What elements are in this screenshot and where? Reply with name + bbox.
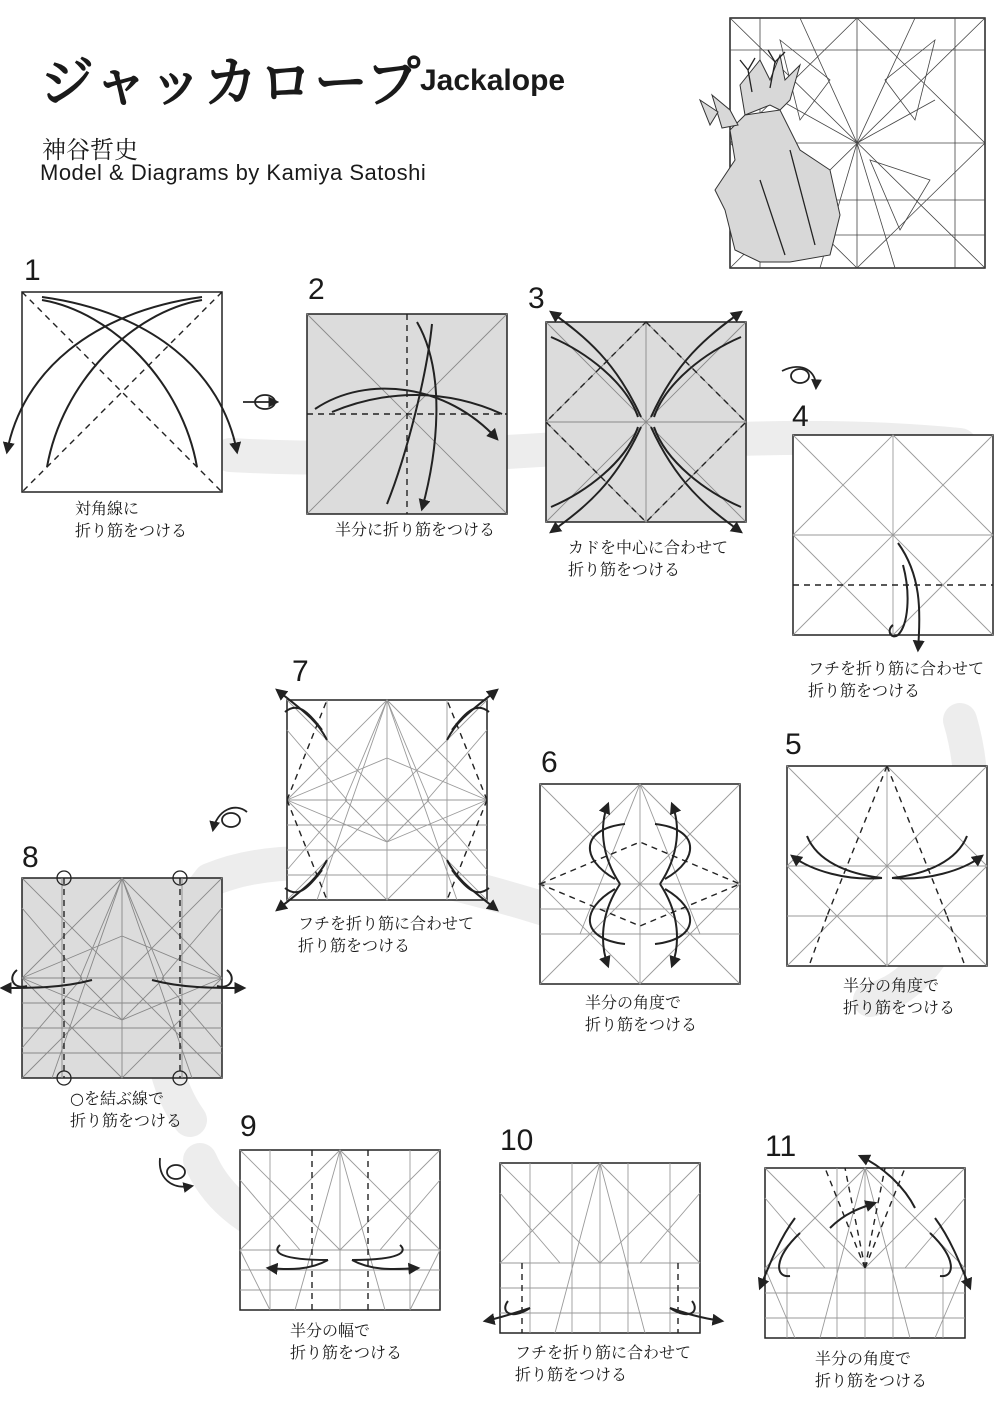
title-english: Jackalope bbox=[420, 64, 566, 97]
step-5-diagram bbox=[787, 766, 987, 966]
jackalope-crease-pattern-image bbox=[700, 18, 985, 268]
step-caption: 半分の角度で 折り筋をつける bbox=[843, 976, 956, 1017]
step-caption: 半分の角度で 折り筋をつける bbox=[585, 993, 698, 1034]
step-caption: 半分の角度で 折り筋をつける bbox=[815, 1349, 928, 1390]
turn-over-icon bbox=[243, 395, 277, 409]
step-number: 10 bbox=[500, 1124, 534, 1157]
step-number: 3 bbox=[528, 282, 545, 315]
step-caption: フチを折り筋に合わせて 折り筋をつける bbox=[515, 1343, 692, 1384]
turn-over-icon bbox=[782, 367, 816, 388]
step-caption: カドを中心に合わせて 折り筋をつける bbox=[568, 538, 729, 579]
step-3-diagram bbox=[546, 312, 746, 532]
step-8-diagram bbox=[2, 871, 244, 1085]
step-2-diagram bbox=[307, 314, 507, 514]
step-number: 7 bbox=[292, 655, 309, 688]
step-caption: ○を結ぶ線で 折り筋をつける bbox=[70, 1089, 183, 1130]
step-number: 9 bbox=[240, 1110, 257, 1143]
step-10-diagram bbox=[485, 1163, 722, 1333]
step-11-diagram bbox=[760, 1156, 970, 1338]
step-number: 2 bbox=[308, 273, 325, 306]
step-caption: 半分に折り筋をつける bbox=[335, 520, 496, 539]
step-number: 1 bbox=[24, 254, 41, 287]
step-caption: 半分の幅で 折り筋をつける bbox=[290, 1321, 403, 1362]
step-4-diagram bbox=[793, 435, 993, 650]
step-number: 6 bbox=[541, 746, 558, 779]
step-number: 11 bbox=[765, 1130, 797, 1163]
step-number: 8 bbox=[22, 841, 39, 874]
step-number: 5 bbox=[785, 728, 802, 761]
title-japanese: ジャッカロープ bbox=[40, 51, 422, 114]
step-7-diagram bbox=[277, 690, 497, 910]
author-credit: Model & Diagrams by Kamiya Satoshi bbox=[40, 160, 427, 185]
step-caption: フチを折り筋に合わせて 折り筋をつける bbox=[298, 914, 475, 955]
step-9-diagram bbox=[240, 1150, 440, 1310]
step-caption: 対角線に 折り筋をつける bbox=[75, 499, 188, 540]
step-number: 4 bbox=[792, 400, 809, 433]
step-1-diagram bbox=[7, 292, 237, 492]
turn-over-icon bbox=[213, 808, 247, 830]
author-japanese: 神谷哲史 bbox=[42, 136, 138, 164]
step-6-diagram bbox=[540, 784, 740, 984]
step-caption: フチを折り筋に合わせて 折り筋をつける bbox=[808, 659, 985, 700]
